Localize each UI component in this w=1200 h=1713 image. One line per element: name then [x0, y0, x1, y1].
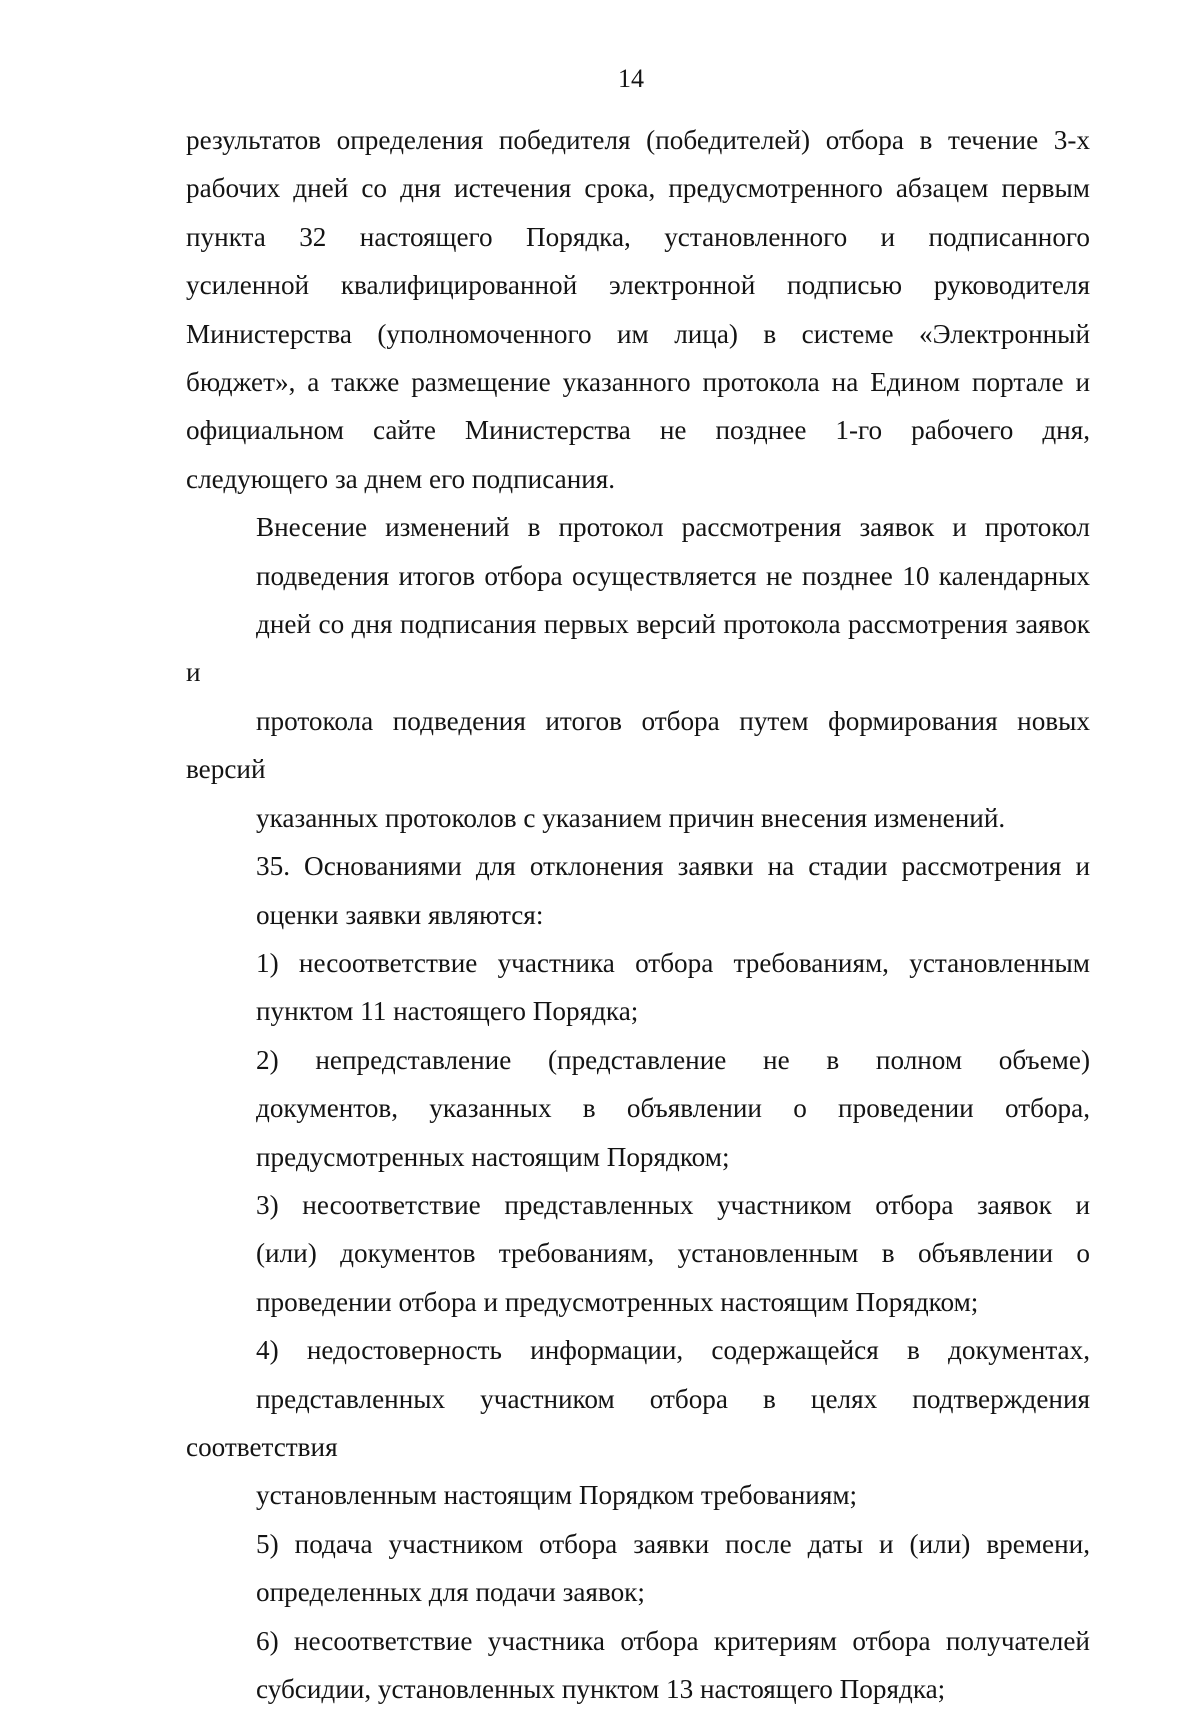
text-line: 6) несоответствие участника отбора критериям отбора получателей	[256, 1625, 1090, 1656]
text-line: Министерства (уполномоченного им лица) в системе «Электронный	[186, 318, 1090, 349]
text-line: пункта 32 настоящего Порядка, установленного и подписанного	[186, 221, 1090, 252]
text-line: следующего за днем его подписания.	[186, 463, 616, 494]
text-line: бюджет», а также размещение указанного протокола на Едином портале и	[186, 367, 1090, 398]
paragraph	[186, 1520, 1090, 1617]
paragraph	[186, 1181, 1090, 1326]
text-line: документов, указанных в объявлении о проведении отбора,	[256, 1093, 1090, 1124]
text-line: дней со дня подписания первых версий протокола рассмотрения заявок и	[186, 609, 1090, 688]
paragraph	[186, 1617, 1090, 1713]
text-line: определенных для подачи заявок;	[256, 1577, 645, 1608]
page-number: 14	[618, 64, 644, 93]
text-line: 35. Основаниями для отклонения заявки на стадии рассмотрения и	[256, 851, 1090, 882]
text-line: предусмотренных настоящим Порядком;	[256, 1141, 730, 1172]
paragraph	[186, 842, 1090, 939]
text-line: проведении отбора и предусмотренных настоящим Порядком;	[256, 1286, 979, 1317]
paragraph	[186, 116, 1090, 503]
text-line: официальном сайте Министерства не позднее 1-го рабочего дня,	[186, 415, 1090, 446]
text-line: 4) недостоверность информации, содержащейся в документах,	[256, 1335, 1090, 1366]
text-line: 1) несоответствие участника отбора требованиям, установленным	[256, 947, 1090, 978]
text-line: 5) подача участником отбора заявки после даты и (или) времени,	[256, 1528, 1090, 1559]
text-line: (или) документов требованиям, установленным в объявлении о	[256, 1238, 1090, 1269]
text-line: оценки заявки являются:	[256, 899, 544, 930]
document-body	[186, 116, 1090, 1713]
paragraph	[186, 1036, 1090, 1181]
text-line: субсидии, установленных пунктом 13 настоящего Порядка;	[256, 1674, 946, 1704]
text-line: протокола подведения итогов отбора путем формирования новых версий	[186, 705, 1090, 785]
paragraph	[186, 503, 1090, 842]
text-line: 3) несоответствие представленных участником отбора заявок и	[256, 1189, 1090, 1220]
paragraph	[186, 939, 1090, 1036]
text-line: подведения итогов отбора осуществляется не позднее 10 календарных	[256, 560, 1090, 591]
text-line: Внесение изменений в протокол рассмотрения заявок и протокол	[256, 512, 1090, 543]
text-line: рабочих дней со дня истечения срока, предусмотренного абзацем первым	[186, 173, 1090, 204]
paragraph	[186, 1326, 1090, 1520]
text-line: результатов определения победителя (победителей) отбора в течение 3-х	[186, 125, 1090, 155]
text-line: представленных участником отбора в целях подтверждения соответствия	[186, 1383, 1090, 1462]
text-line: указанных протоколов с указанием причин внесения изменений.	[256, 802, 1006, 833]
text-line: усиленной квалифицированной электронной подписью руководителя	[186, 270, 1090, 301]
text-line: 2) непредставление (представление не в полном объеме)	[256, 1044, 1090, 1075]
text-line: установленным настоящим Порядком требованиям;	[256, 1480, 858, 1511]
text-line: пунктом 11 настоящего Порядка;	[256, 996, 639, 1027]
